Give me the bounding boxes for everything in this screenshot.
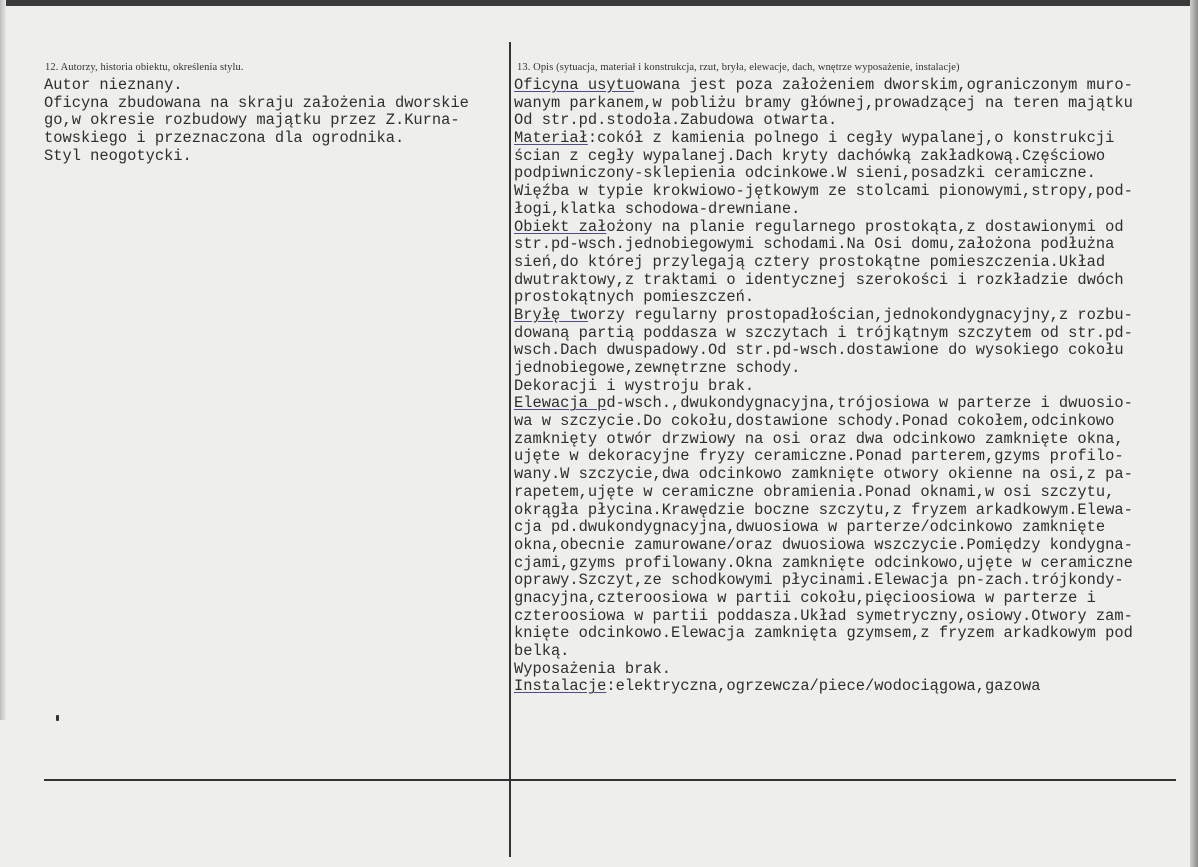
section-13-line <box>514 678 1133 696</box>
line-text: dowaną partią poddasza w szczytach i trójkątnym szczytem od str.pd- <box>514 323 1133 342</box>
line-text: wanym parkanem,w pobliżu bramy głównej,prowadzącej na teren majątku <box>514 93 1133 112</box>
section-13-line <box>514 431 1133 449</box>
line-text: zamknięty otwór drzwiowy na osi oraz dwa odcinkowo zamknięte okna, <box>514 429 1124 448</box>
section-12-line: Styl neogotycki. <box>44 146 192 165</box>
section-13-line <box>514 448 1133 466</box>
section-12-line: Oficyna zbudowana na skraju założenia dworskie <box>44 93 469 112</box>
section-13-line <box>514 519 1133 537</box>
line-text: orzy regularny prostopadłościan,jednokondygnacyjny,z rozbu- <box>587 305 1133 324</box>
section-13-line <box>514 183 1133 201</box>
underlined-lead: Instalacje <box>514 677 607 696</box>
line-text: wsch.Dach dwuspadowy.Od str.pd-wsch.dostawione do wysokiego cokołu <box>514 341 1124 360</box>
column-divider <box>509 42 511 857</box>
section-13-line <box>514 395 1133 413</box>
line-text: :elektryczna,ogrzewcza/piece/wodociągowa,gazowa <box>606 677 1041 696</box>
line-text: Od str.pd.stodoła.Zabudowa otwarta. <box>514 111 838 130</box>
line-text: belką. <box>514 642 570 660</box>
scan-left-edge <box>0 0 6 720</box>
section-13-line <box>514 254 1133 272</box>
section-13-line <box>514 625 1133 643</box>
section-13-heading: 13. Opis (sytuacja, materiał i konstrukcja, rzut, bryła, elewacje, dach, wnętrze wyposażenie, instalacje) <box>517 62 960 73</box>
section-13-line <box>514 413 1133 431</box>
section-13-line <box>514 130 1133 148</box>
section-12-line: Autor nieznany. <box>44 76 183 94</box>
section-13-line <box>514 112 1133 130</box>
line-text: czteroosiowa w partii poddasza.Układ symetryczny,osiowy.Otwory zam- <box>514 606 1133 625</box>
section-13-line <box>514 643 1133 661</box>
section-13-line <box>514 555 1133 573</box>
section-12-line: towskiego i przeznaczona dla ogrodnika. <box>44 129 405 148</box>
bottom-rule <box>44 779 1176 781</box>
line-text: cja pd.dwukondygnacyjna,dwuosiowa w parterze/odcinkowo zamknięte <box>514 518 1106 537</box>
line-text: str.pd-wsch.jednobiegowymi schodami.Na Osi domu,założona podłużna <box>514 235 1115 254</box>
line-text: Więźba w typie krokwiowo-jętkowym ze stolcami pionowymi,stropy,pod- <box>514 182 1133 201</box>
section-12-text <box>44 77 469 165</box>
underlined-lead: Elewacja p <box>514 394 607 413</box>
underlined-lead: Bryłę tw <box>514 305 588 324</box>
section-13-line <box>514 608 1133 626</box>
line-text: owana jest poza założeniem dworskim,ograniczonym muro- <box>634 76 1133 94</box>
line-text: jednobiegowe,zewnętrzne schody. <box>514 359 801 377</box>
ink-speck <box>56 715 59 721</box>
section-13-line <box>514 484 1133 502</box>
section-13-line <box>514 201 1133 219</box>
section-13-line <box>514 342 1133 360</box>
line-text: wa w szczycie.Do cokołu,dostawione schody.Ponad cokołem,odcinkowo <box>514 412 1115 431</box>
section-13-line <box>514 590 1133 608</box>
line-text: Wyposażenia brak. <box>514 659 672 678</box>
section-13-line <box>514 289 1133 307</box>
line-text: ścian z cegły wypalanej.Dach kryty dachówką zakładkową.Częściowo <box>514 146 1106 165</box>
line-text: okrągła płycina.Krawędzie boczne szczytu,z fryzem arkadkowym.Elewa- <box>514 500 1133 519</box>
section-13-text <box>514 77 1133 696</box>
section-13-line <box>514 165 1133 183</box>
line-text: oprawy.Szczyt,ze schodkowymi płycinami.Elewacja pn-zach.trójkondy- <box>514 571 1124 590</box>
section-13-line <box>514 502 1133 520</box>
line-text: wany.W szczycie,dwa odcinkowo zamknięte otwory okienne na osi,z pa- <box>514 465 1133 484</box>
section-13-line <box>514 466 1133 484</box>
line-text: cjami,gzyms profilowany.Okna zamknięte odcinkowo,ujęte w ceramiczne <box>514 553 1133 572</box>
section-12-line: go,w okresie rozbudowy majątku przez Z.Kurna- <box>44 111 460 130</box>
section-13-line <box>514 272 1133 290</box>
line-text: okna,obecnie zamurowane/oraz dwuosiowa wszczycie.Pomiędzy kondygna- <box>514 535 1133 554</box>
section-13-line <box>514 378 1133 396</box>
section-12-heading: 12. Autorzy, historia obiektu, określenia stylu. <box>45 62 244 73</box>
section-13-line <box>514 325 1133 343</box>
line-text: Dekoracji i wystroju brak. <box>514 376 755 395</box>
line-text: łogi,klatka schodowa-drewniane. <box>514 199 801 218</box>
line-text: dwutraktowy,z traktami o identycznej szerokości i rozkładzie dwóch <box>514 270 1124 289</box>
section-13-line <box>514 148 1133 166</box>
line-text: rapetem,ujęte w ceramiczne obramienia.Ponad oknami,w osi szczytu, <box>514 482 1115 501</box>
line-text: knięte odcinkowo.Elewacja zamknięta gzymsem,z fryzem arkadkowym pod <box>514 624 1133 643</box>
section-13-line <box>514 236 1133 254</box>
underlined-lead: Obiekt zał <box>514 217 607 236</box>
section-13-line <box>514 77 1133 95</box>
line-text: ożony na planie regularnego prostokąta,z dostawionymi od <box>606 217 1124 236</box>
line-text: ujęte w dekoracyjne fryzy ceramiczne.Ponad parterem,gzyms profilo- <box>514 447 1124 466</box>
section-13-line <box>514 537 1133 555</box>
section-13-line <box>514 219 1133 237</box>
line-text: gnacyjna,czteroosiowa w partii cokołu,pięcioosiowa w parterze i <box>514 588 1096 607</box>
scan-right-edge <box>1190 0 1198 867</box>
line-text: podpiwniczony-sklepienia odcinkowe.W sieni,posadzki ceramiczne. <box>514 164 1096 183</box>
line-text: prostokątnych pomieszczeń. <box>514 288 755 307</box>
section-13-line <box>514 360 1133 378</box>
line-text: :cokół z kamienia polnego i cegły wypalanej,o konstrukcji <box>587 129 1115 148</box>
line-text: sień,do której przylegają cztery prostokątne pomieszczenia.Układ <box>514 252 1106 271</box>
section-13-line <box>514 661 1133 679</box>
line-text: d-wsch.,dwukondygnacyjna,trójosiowa w parterze i dwuosio- <box>606 394 1133 413</box>
section-13-line <box>514 572 1133 590</box>
scan-top-edge <box>0 0 1198 6</box>
section-13-line <box>514 307 1133 325</box>
section-13-line <box>514 95 1133 113</box>
underlined-lead: Materiał <box>514 129 588 148</box>
underlined-lead: Oficyna usytu <box>514 76 635 94</box>
